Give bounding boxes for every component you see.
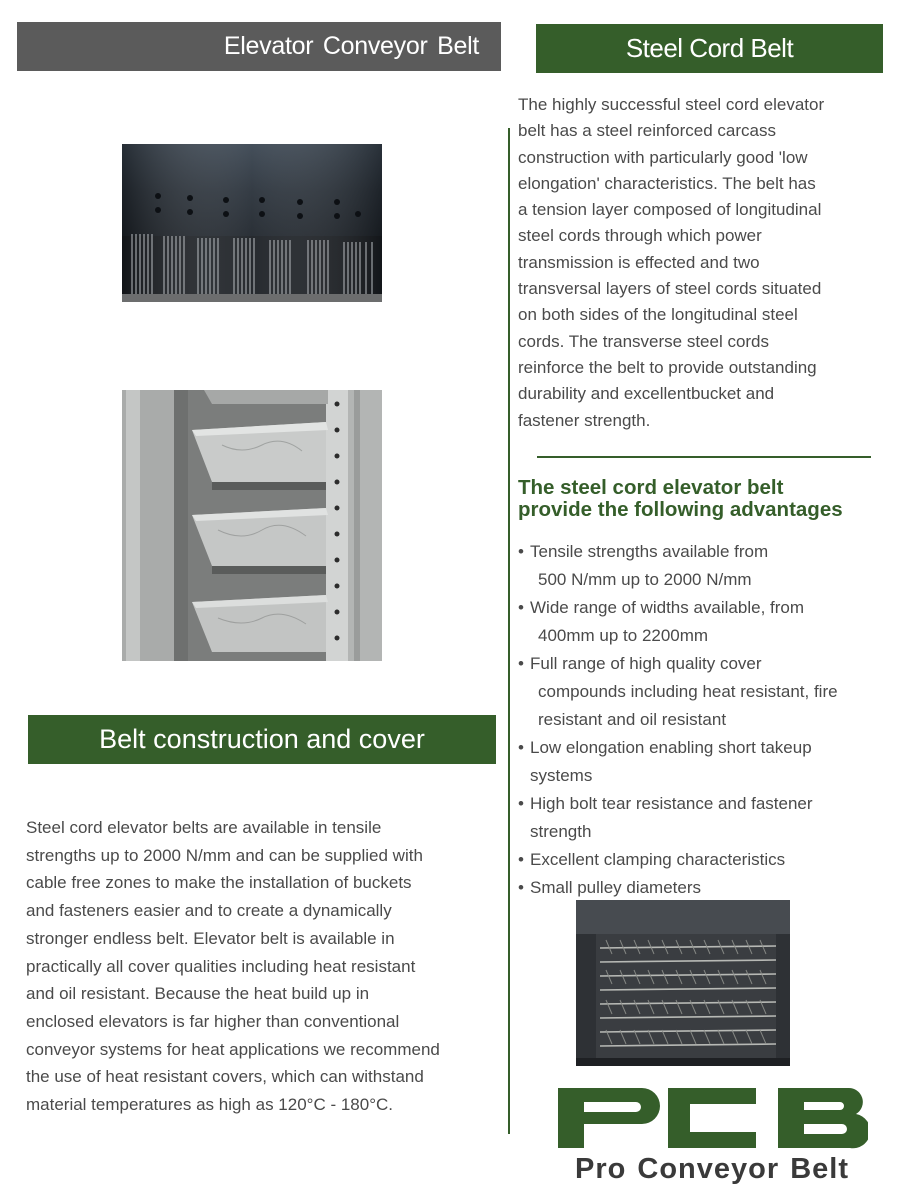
header-elevator-conveyor-belt: Elevator Conveyor Belt <box>17 22 501 71</box>
horizontal-divider <box>537 456 871 458</box>
list-item: • Tensile strengths available from 500 N/mm up to 2000 N/mm <box>518 542 769 589</box>
pcb-tagline: Pro Conveyor Belt <box>575 1153 849 1185</box>
advantages-heading: The steel cord elevator belt provide the following advantages <box>518 476 843 521</box>
list-item: • Low elongation enabling short takeup systems <box>518 738 812 785</box>
pcb-logo-mark <box>556 1082 868 1152</box>
construction-paragraph: Steel cord elevator belts are available in tensile strengths up to 2000 N/mm and can be supplied with cable free zones to make the installation of buckets and fasteners easier and to create a dynamically stronger endless belt. Elevator belt is available in practically all cover qualities including heat resistant and oil resistant. Because the heat build up in enclosed elevators is far higher than conventional conveyor systems for heat applications we recommend the use of heat resistant covers, which can withstand material temperatures as high as 120°C - 180°C. <box>26 818 440 1115</box>
header-belt-construction: Belt construction and cover <box>28 715 496 764</box>
intro-paragraph: The highly successful steel cord elevator belt has a steel reinforced carcass construction with particularly good 'low elongation' characteristics. The belt has a tension layer composed of longitudinal steel cords through which power transmission is effected and two transversal layers of steel cords situated on both sides of the longitudinal steel cords. The transverse steel cords reinforce the belt to provide outstanding durability and excellentbucket and fastener strength. <box>518 95 825 430</box>
list-item: • Wide range of widths available, from 400mm up to 2200mm <box>518 598 805 645</box>
photo-steel-cord-mesh <box>576 900 790 1066</box>
list-item: • Excellent clamping characteristics <box>518 850 786 869</box>
list-item: • Small pulley diameters <box>518 878 702 897</box>
photo-steel-cord-belt-end <box>122 144 382 302</box>
vertical-divider <box>508 128 510 1134</box>
list-item: • Full range of high quality cover compounds including heat resistant, fire resistant and oil resistant <box>518 654 838 729</box>
photo-elevator-buckets <box>122 390 382 661</box>
advantages-list <box>518 538 888 902</box>
header-steel-cord-belt: Steel Cord Belt <box>536 24 883 73</box>
list-item: • High bolt tear resistance and fastener strength <box>518 794 813 841</box>
